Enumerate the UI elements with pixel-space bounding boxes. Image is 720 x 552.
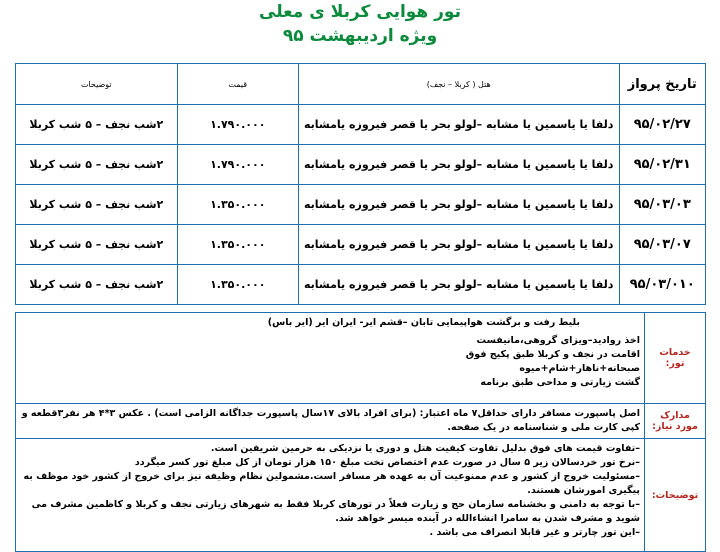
documents-text: اصل پاسپورت مسافر دارای حداقل۷ ماه اعتبار: (برای افراد بالای ۱۷سال پاسپورت جداگانه الزامی است) . عکس ۳*۴ هر نفر۳قطعه و کپی کارت ملی و شناسنامه در یک صفحه. xyxy=(21,408,640,433)
note-item: –با توجه به دامنی و بخشنامه سازمان حج و زیارت فعلاً در تورهای کربلا فقط به شهرهای زیارتی نجف و کربلا و کاظمین مشرف می شوید و مشرف شدن به سامرا انشاءالله در آینده میسر خواهد شد. xyxy=(31,499,640,524)
row-hotel: دلفا یا یاسمین یا مشابه –لولو بحر یا قصر فیروزه یامشابه xyxy=(298,145,619,185)
service-item: صبحانه+ناهار+شام+میوه xyxy=(519,363,640,374)
service-item: اقامت در نجف و کربلا طبق پکیج فوق xyxy=(465,349,640,360)
notes-label: توضیحات: xyxy=(645,439,706,552)
header-description: توضیحات xyxy=(16,64,178,105)
row-description: ۲شب نجف – ۵ شب کربلا xyxy=(16,265,178,305)
note-item: –نرخ تور خردسالان زیر ۵ سال در صورت عدم اختصاص تخت مبلغ ۱۵۰ هزار تومان از کل مبلغ تور کسر میگردد xyxy=(134,457,640,468)
row-price: ۱.۷۹۰.۰۰۰ xyxy=(177,145,298,185)
row-date: ۹۵/۰۳/۰۱۰ xyxy=(619,265,706,305)
row-hotel: دلفا یا یاسمین یا مشابه –لولو بحر یا قصر فیروزه یامشابه xyxy=(298,185,619,225)
service-item: اخذ روادید–ویزای گروهی،مانیفست xyxy=(476,335,640,346)
row-date: ۹۵/۰۲/۳۱ xyxy=(619,145,706,185)
row-description: ۲شب نجف – ۵ شب کربلا xyxy=(16,225,178,265)
service-item: گشت زیارتی و مداحی طبق برنامه xyxy=(480,377,640,388)
row-description: ۲شب نجف – ۵ شب کربلا xyxy=(16,145,178,185)
row-hotel: دلفا یا یاسمین یا مشابه –لولو بحر یا قصر فیروزه یامشابه xyxy=(298,105,619,145)
page-subtitle: ویژه اردیبهشت ۹۵ xyxy=(282,26,438,46)
note-item: –این تور چارتر و غیر قابلا انصراف می باشد . xyxy=(429,527,640,538)
documents-label: مدارک مورد نیاز: xyxy=(645,404,706,439)
table-row xyxy=(16,105,706,145)
row-description: ۲شب نجف – ۵ شب کربلا xyxy=(16,105,178,145)
note-item: –مسئولیت خروج از کشور و عدم ممنوعیت آن به عهده هر مسافر است.مشمولین نظام وظیفه نیز برای خروج از کشور خود موظف به پیگیری امورشان هستند. xyxy=(23,471,640,496)
row-price: ۱.۳۵۰.۰۰۰ xyxy=(177,185,298,225)
row-price: ۱.۳۵۰.۰۰۰ xyxy=(177,265,298,305)
notes-row xyxy=(16,439,706,552)
table-row xyxy=(16,225,706,265)
page-title: تور هوایی کربلا ی معلی xyxy=(259,2,461,22)
header-price: قیمت xyxy=(177,64,298,105)
row-hotel: دلفا یا یاسمین یا مشابه –لولو بحر یا قصر فیروزه یامشابه xyxy=(298,225,619,265)
service-item: بلیط رفت و برگشت هواپیمایی تابان –قشم ایر- ایران ایر (ایر باس) xyxy=(267,317,580,328)
documents-row xyxy=(16,404,706,439)
documents-content xyxy=(16,404,645,439)
table-row xyxy=(16,265,706,305)
header-date: تاریخ پرواز xyxy=(619,64,706,105)
row-price: ۱.۷۹۰.۰۰۰ xyxy=(177,105,298,145)
services-label: خدمات تور: xyxy=(645,313,706,404)
note-item: –تفاوت قیمت های فوق بدلیل تفاوت کیفیت هتل و دوری یا نزدیکی به حرمین شریفین است. xyxy=(210,443,640,454)
table-row xyxy=(16,185,706,225)
header-hotel: هتل ( کربلا – نجف) xyxy=(298,64,619,105)
row-date: ۹۵/۰۳/۰۷ xyxy=(619,225,706,265)
row-date: ۹۵/۰۲/۲۷ xyxy=(619,105,706,145)
table-row xyxy=(16,145,706,185)
row-price: ۱.۳۵۰.۰۰۰ xyxy=(177,225,298,265)
services-row xyxy=(16,313,706,404)
info-table xyxy=(15,312,706,552)
notes-content xyxy=(16,439,645,552)
services-content xyxy=(16,313,645,404)
table-header-row xyxy=(16,64,706,105)
row-description: ۲شب نجف – ۵ شب کربلا xyxy=(16,185,178,225)
flights-table xyxy=(15,63,706,305)
row-hotel: دلفا یا یاسمین یا مشابه –لولو بحر یا قصر فیروزه یامشابه xyxy=(298,265,619,305)
row-date: ۹۵/۰۳/۰۳ xyxy=(619,185,706,225)
